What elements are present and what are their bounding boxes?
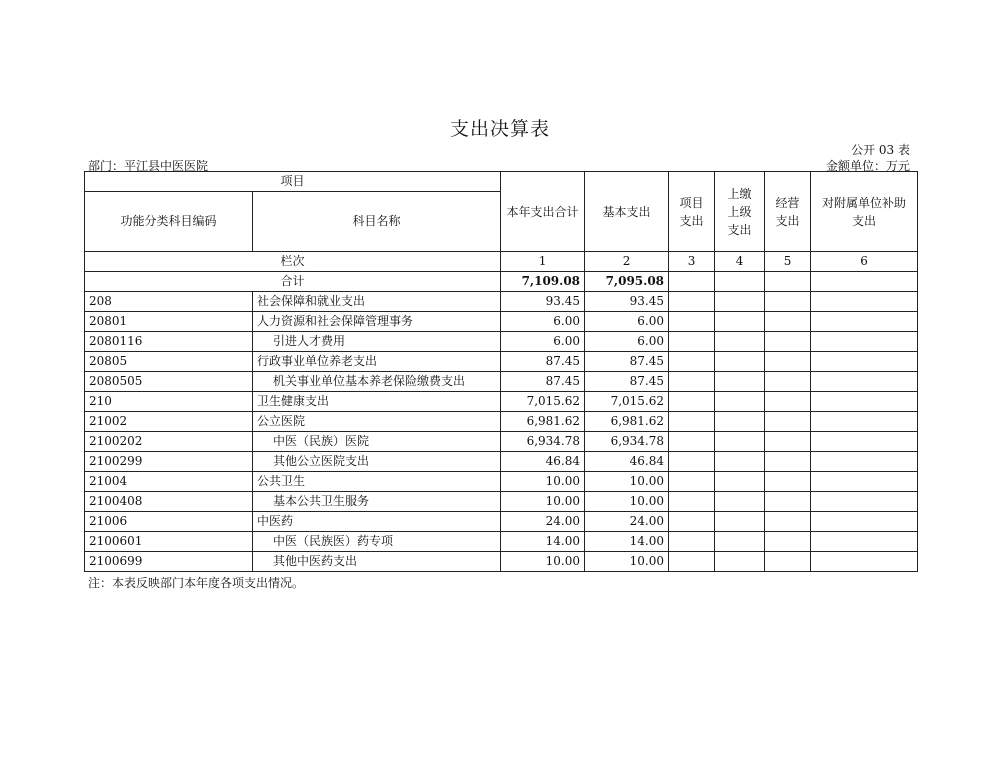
row-basic: 24.00: [585, 512, 669, 532]
row-basic: 10.00: [585, 472, 669, 492]
table-row: [85, 352, 918, 372]
row-basic: 14.00: [585, 532, 669, 552]
row-code: 2100408: [85, 492, 253, 512]
col-number: 3: [669, 252, 715, 272]
col-number: 1: [501, 252, 585, 272]
header-code: 功能分类科目编码: [85, 192, 253, 252]
table-row: [85, 532, 918, 552]
row-total: 6.00: [501, 312, 585, 332]
row-name: 中医（民族）医院: [253, 432, 501, 452]
form-code: 公开 03 表: [851, 143, 910, 157]
table-row: [85, 512, 918, 532]
row-basic: 7,015.62: [585, 392, 669, 412]
row-total: 93.45: [501, 292, 585, 312]
table-row: [85, 312, 918, 332]
col-number: 2: [585, 252, 669, 272]
row-total: 6,981.62: [501, 412, 585, 432]
table-row: [85, 552, 918, 572]
row-name: 机关事业单位基本养老保险缴费支出: [253, 372, 501, 392]
row-total: 87.45: [501, 372, 585, 392]
header-name: 科目名称: [253, 192, 501, 252]
row-name: 其他公立医院支出: [253, 452, 501, 472]
department-label: 部门：平江县中医医院: [88, 159, 209, 173]
header-row: [85, 172, 918, 192]
unit-label: 金额单位：万元: [825, 159, 910, 173]
header-upper: 上缴上级支出: [715, 172, 765, 252]
row-code: 21006: [85, 512, 253, 532]
row-name: 行政事业单位养老支出: [253, 352, 501, 372]
row-code: 20801: [85, 312, 253, 332]
row-basic: 6,981.62: [585, 412, 669, 432]
table-row: [85, 472, 918, 492]
row-code: 2080505: [85, 372, 253, 392]
row-name: 中医（民族医）药专项: [253, 532, 501, 552]
row-basic: 6.00: [585, 312, 669, 332]
table-row: [85, 492, 918, 512]
row-name: 卫生健康支出: [253, 392, 501, 412]
header-basic: 基本支出: [585, 172, 669, 252]
table-row: [85, 452, 918, 472]
row-code: 208: [85, 292, 253, 312]
expenditure-table: [84, 171, 918, 572]
col-label: 栏次: [85, 252, 501, 272]
header-project: 项目: [85, 172, 501, 192]
sum-label: 合计: [85, 272, 501, 292]
row-code: 2100699: [85, 552, 253, 572]
row-code: 2100299: [85, 452, 253, 472]
table-row: [85, 412, 918, 432]
table-row: [85, 332, 918, 352]
table-note: 注：本表反映部门本年度各项支出情况。: [88, 576, 305, 590]
row-name: 人力资源和社会保障管理事务: [253, 312, 501, 332]
col-number: 5: [765, 252, 811, 272]
row-name: 中医药: [253, 512, 501, 532]
row-basic: 10.00: [585, 492, 669, 512]
sum-row: [85, 272, 918, 292]
row-code: 210: [85, 392, 253, 412]
page-title: 支出决算表: [449, 118, 550, 140]
row-basic: 6,934.78: [585, 432, 669, 452]
row-basic: 93.45: [585, 292, 669, 312]
row-code: 2100601: [85, 532, 253, 552]
row-basic: 87.45: [585, 352, 669, 372]
table-row: [85, 392, 918, 412]
row-total: 46.84: [501, 452, 585, 472]
row-code: 2080116: [85, 332, 253, 352]
row-basic: 46.84: [585, 452, 669, 472]
sum-basic: 7,095.08: [585, 272, 669, 292]
table-row: [85, 432, 918, 452]
row-total: 6,934.78: [501, 432, 585, 452]
col-number: 6: [811, 252, 918, 272]
row-name: 公立医院: [253, 412, 501, 432]
row-basic: 10.00: [585, 552, 669, 572]
row-total: 14.00: [501, 532, 585, 552]
row-total: 10.00: [501, 472, 585, 492]
col-number: 4: [715, 252, 765, 272]
row-code: 20805: [85, 352, 253, 372]
row-name: 公共卫生: [253, 472, 501, 492]
table-row: [85, 292, 918, 312]
row-total: 24.00: [501, 512, 585, 532]
column-number-row: [85, 252, 918, 272]
row-name: 社会保障和就业支出: [253, 292, 501, 312]
row-total: 10.00: [501, 552, 585, 572]
row-total: 10.00: [501, 492, 585, 512]
row-code: 21004: [85, 472, 253, 492]
row-basic: 87.45: [585, 372, 669, 392]
header-business: 经营支出: [765, 172, 811, 252]
header-subsidy: 对附属单位补助支出: [811, 172, 918, 252]
row-total: 87.45: [501, 352, 585, 372]
row-code: 2100202: [85, 432, 253, 452]
row-total: 6.00: [501, 332, 585, 352]
header-total: 本年支出合计: [501, 172, 585, 252]
sum-total: 7,109.08: [501, 272, 585, 292]
row-total: 7,015.62: [501, 392, 585, 412]
row-name: 基本公共卫生服务: [253, 492, 501, 512]
header-project-exp: 项目支出: [669, 172, 715, 252]
row-basic: 6.00: [585, 332, 669, 352]
table-row: [85, 372, 918, 392]
row-name: 其他中医药支出: [253, 552, 501, 572]
row-name: 引进人才费用: [253, 332, 501, 352]
row-code: 21002: [85, 412, 253, 432]
